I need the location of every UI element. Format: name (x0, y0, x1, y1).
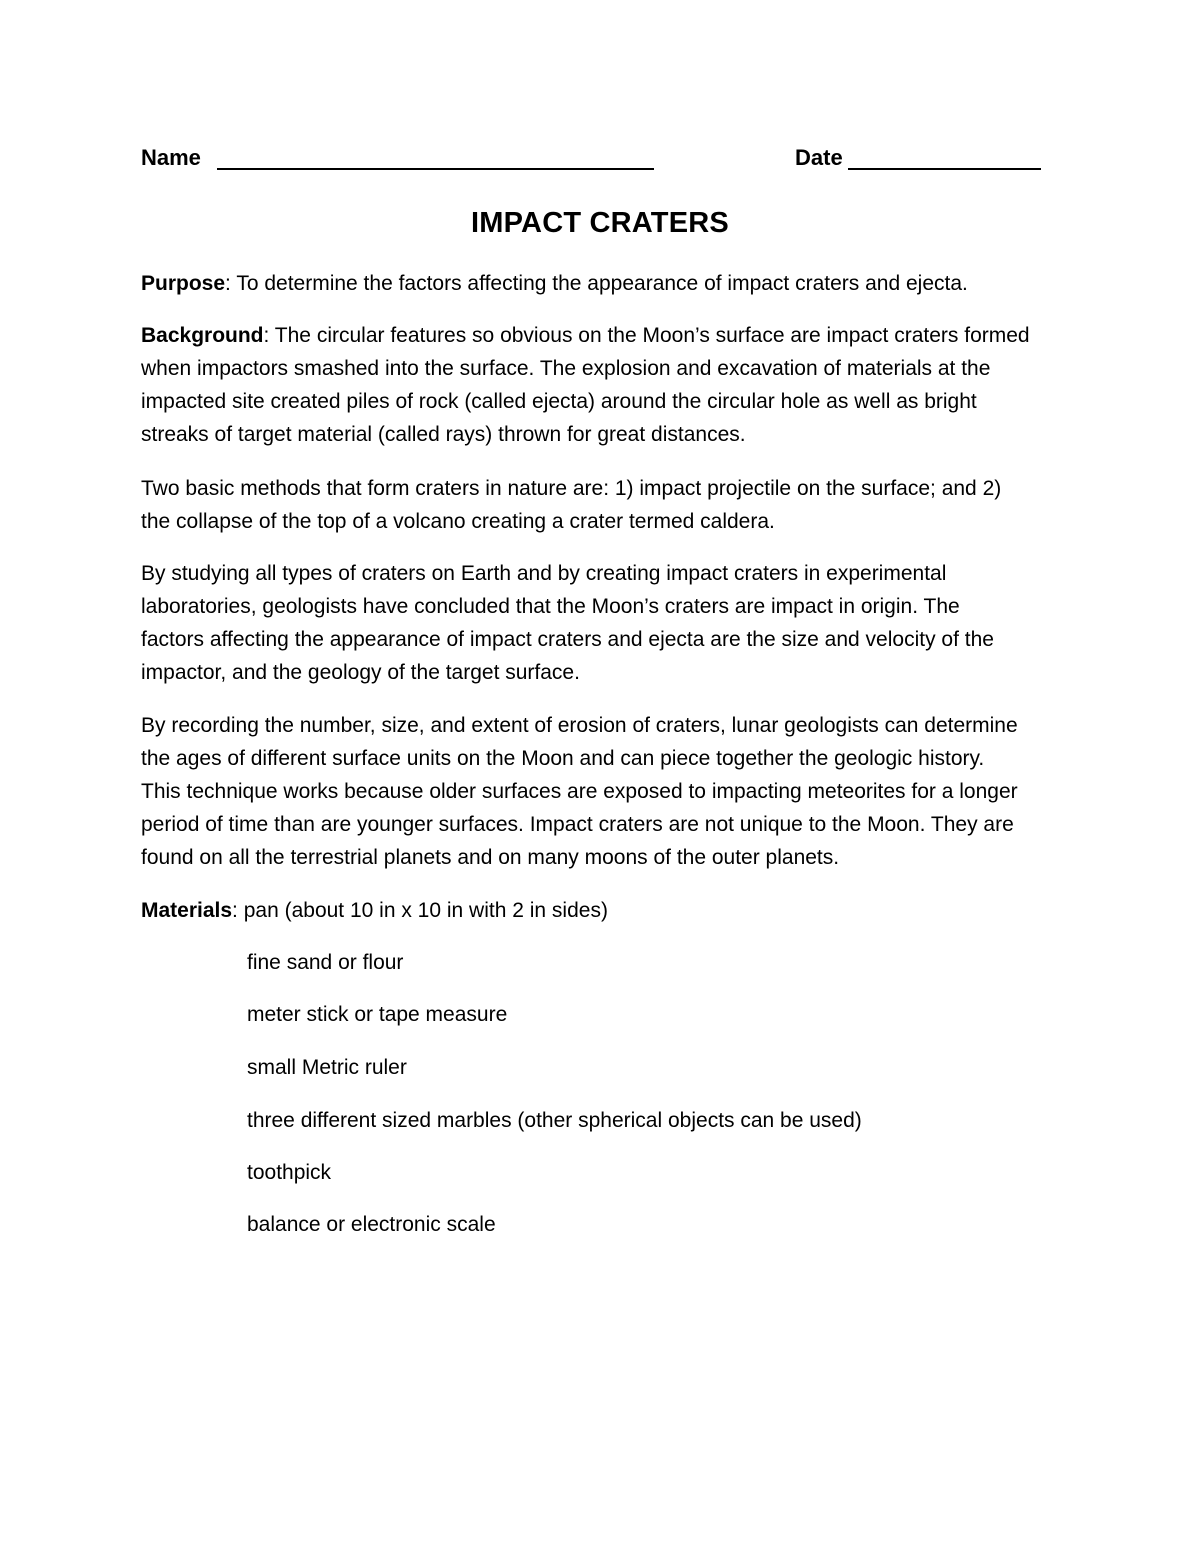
page-title: IMPACT CRATERS (471, 207, 729, 239)
materials-list-item: three different sized marbles (other spherical objects can be used) (247, 1109, 862, 1132)
materials-list-item: toothpick (247, 1161, 332, 1184)
background-text-line: when impactors smashed into the surface. The explosion and excavation of materials at the (141, 357, 991, 380)
methods-paragraph-line: the collapse of the top of a volcano creating a crater termed caldera. (141, 510, 775, 533)
studying-paragraph-line: factors affecting the appearance of impact craters and ejecta are the size and velocity of the (141, 628, 994, 651)
name-date-header (141, 144, 1061, 174)
recording-paragraph-line: period of time than are younger surfaces. Impact craters are not unique to the Moon. They are (141, 813, 1014, 836)
studying-paragraph-line: impactor, and the geology of the target surface. (141, 661, 580, 684)
name-label: Name (141, 145, 201, 170)
recording-paragraph-line: found on all the terrestrial planets and on many moons of the outer planets. (141, 846, 840, 869)
studying-paragraph-line: By studying all types of craters on Earth and by creating impact craters in experimental (141, 562, 947, 585)
materials-first-item: : pan (about 10 in x 10 in with 2 in sides) (232, 899, 608, 922)
materials-list-item: balance or electronic scale (247, 1213, 496, 1236)
name-blank-line[interactable] (217, 168, 654, 170)
materials-label: Materials (141, 899, 233, 922)
materials-list-item: small Metric ruler (247, 1056, 407, 1079)
materials-list-item: meter stick or tape measure (247, 1003, 508, 1026)
background-line (141, 324, 1030, 348)
purpose-label: Purpose (141, 272, 226, 295)
studying-paragraph-line: laboratories, geologists have concluded that the Moon’s craters are impact in origin. The (141, 595, 960, 618)
date-blank-line[interactable] (848, 168, 1041, 170)
background-text-line: streaks of target material (called rays) thrown for great distances. (141, 423, 746, 446)
purpose-line (141, 272, 968, 296)
methods-paragraph-line: Two basic methods that form craters in nature are: 1) impact projectile on the surface; and 2) (141, 477, 1002, 500)
background-text-line: impacted site created piles of rock (called ejecta) around the circular hole as well as bright (141, 390, 977, 413)
recording-paragraph-line: This technique works because older surfaces are exposed to impacting meteorites for a longer (141, 780, 1018, 803)
recording-paragraph-line: the ages of different surface units on the Moon and can piece together the geologic history. (141, 747, 985, 770)
date-label: Date (795, 145, 843, 170)
background-label: Background (141, 324, 264, 347)
background-text-line: : The circular features so obvious on the Moon’s surface are impact craters formed (263, 324, 1030, 347)
materials-line (141, 899, 608, 923)
materials-list-item: fine sand or flour (247, 951, 404, 974)
recording-paragraph-line: By recording the number, size, and extent of erosion of craters, lunar geologists can determine (141, 714, 1018, 737)
purpose-text: : To determine the factors affecting the appearance of impact craters and ejecta. (225, 272, 968, 295)
